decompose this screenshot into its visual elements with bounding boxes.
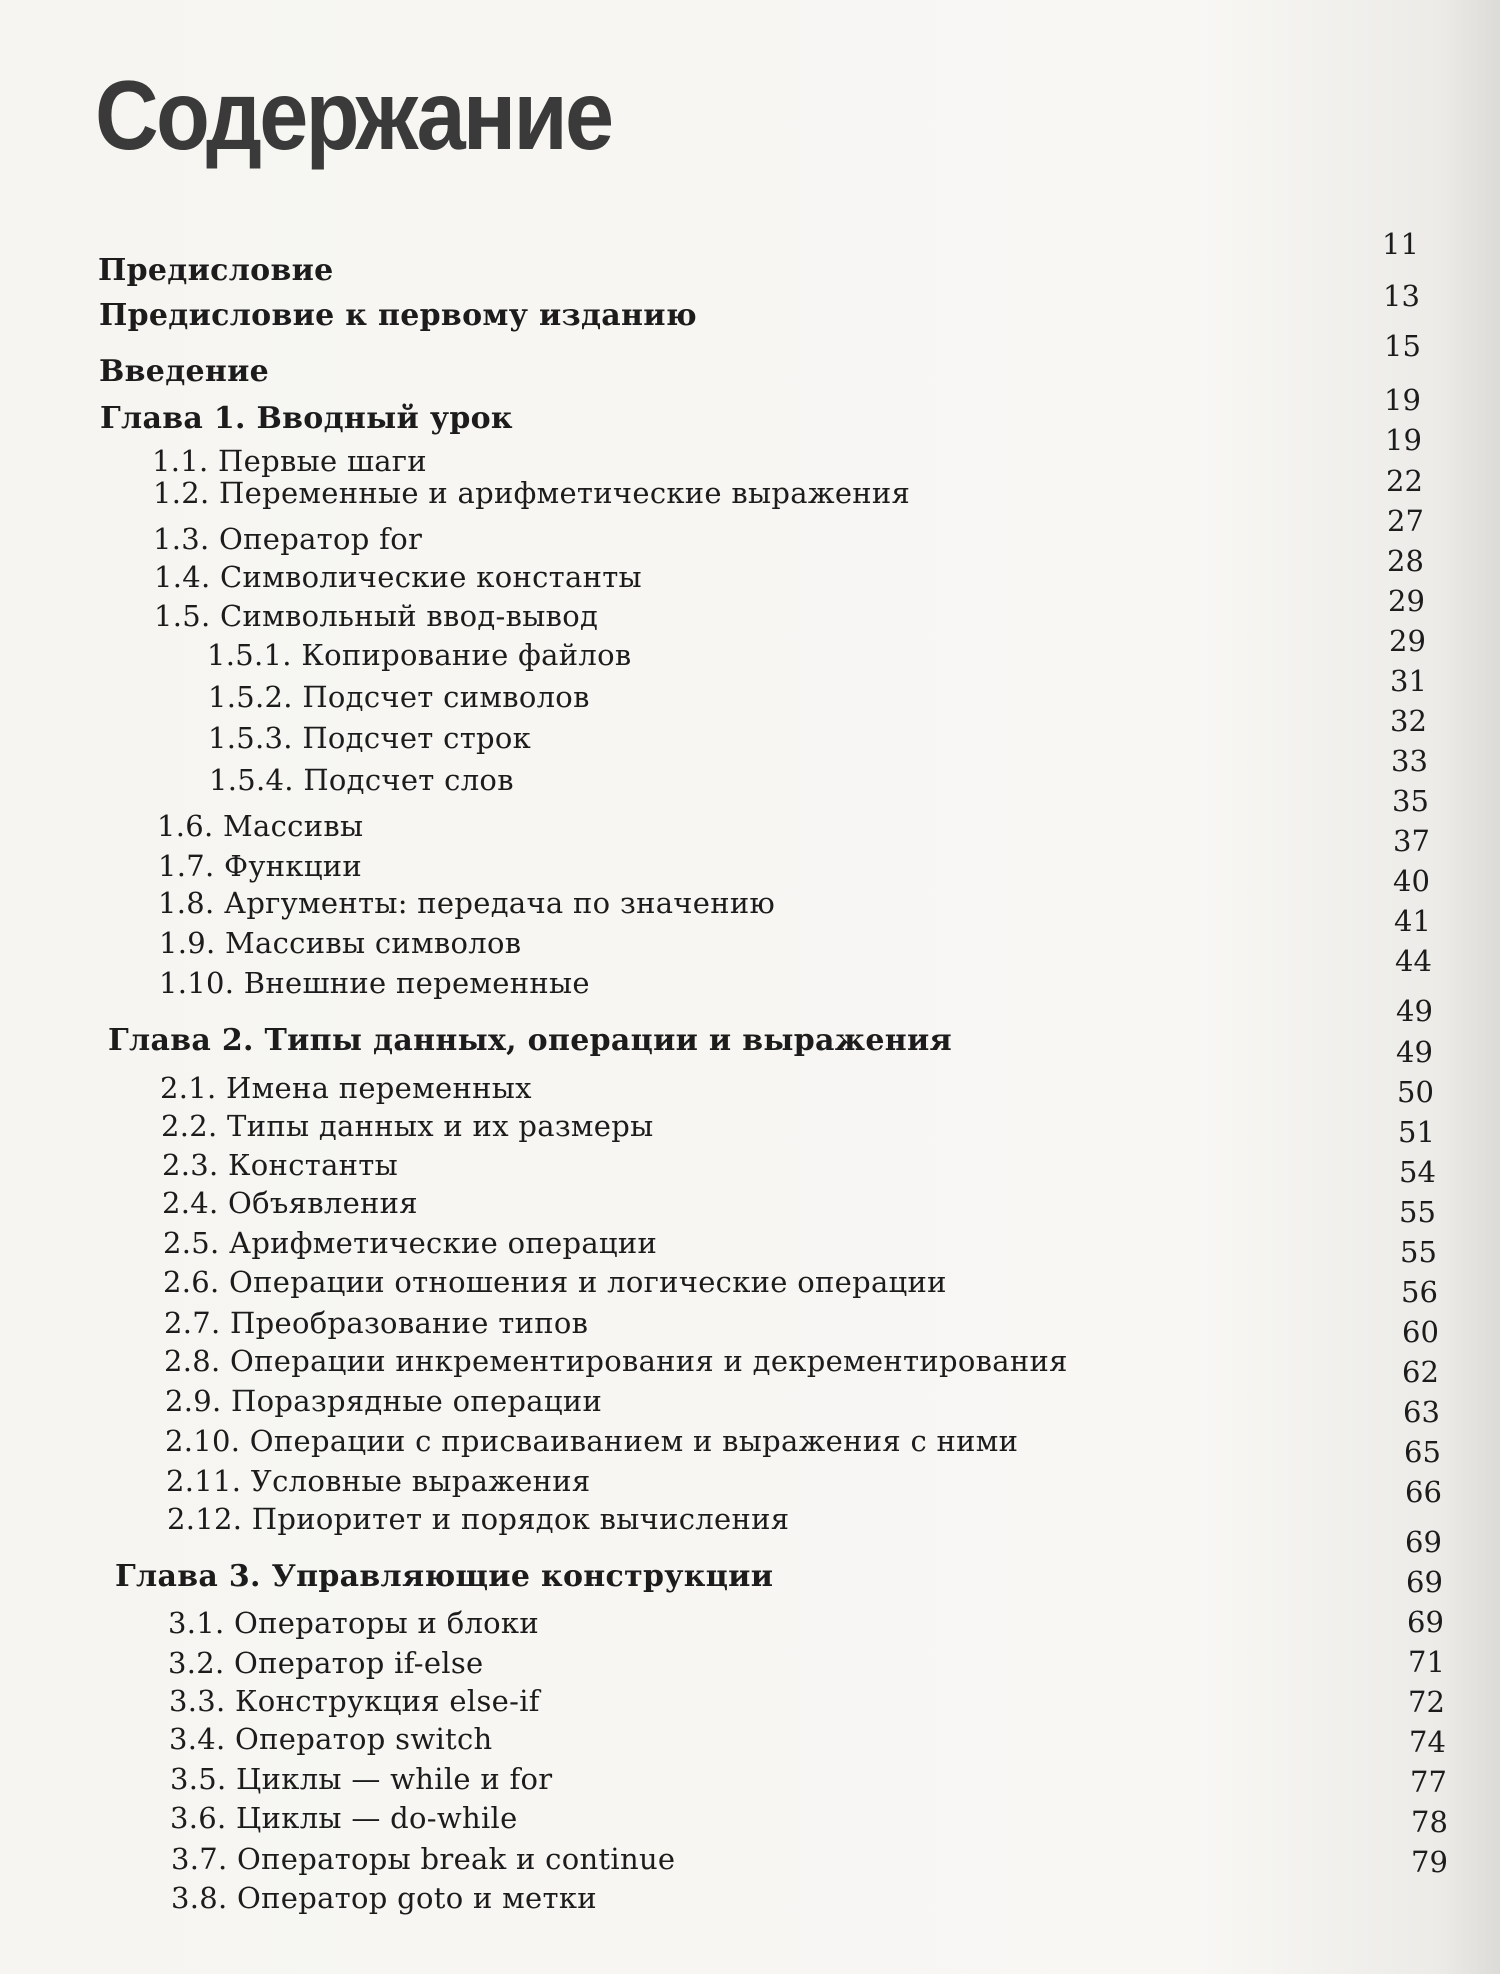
toc-section-entry: [208, 680, 590, 714]
toc-entry-label: 3.1. Операторы и блоки: [168, 1606, 539, 1640]
toc-chapter-entry: [99, 298, 697, 333]
toc-entry-label: 1.5. Символьный ввод-вывод: [154, 599, 599, 633]
toc-page-number: 15: [1384, 329, 1421, 363]
toc-page-number: 63: [1403, 1395, 1440, 1429]
toc-section-entry: [153, 522, 423, 556]
toc-page-number: 19: [1384, 383, 1421, 417]
toc-entry-label: Предисловие к первому изданию: [99, 298, 697, 333]
toc-page-number: 71: [1408, 1645, 1445, 1679]
toc-page-number: 66: [1405, 1475, 1442, 1509]
toc-entry-label: Предисловие: [98, 253, 334, 288]
toc-section-entry: [164, 1344, 1068, 1378]
toc-entry-label: 1.5.4. Подсчет слов: [209, 763, 514, 797]
toc-entry-label: 1.8. Аргументы: передача по значению: [158, 886, 776, 920]
toc-entry-label: 3.7. Операторы break и continue: [171, 1842, 676, 1876]
toc-page-number: 41: [1394, 904, 1431, 938]
toc-entry-label: Глава 1. Вводный урок: [100, 401, 513, 436]
toc-section-entry: [208, 721, 532, 755]
toc-page-number: 56: [1401, 1275, 1438, 1309]
toc-page-number: 35: [1392, 784, 1429, 818]
toc-entry-label: 3.8. Оператор goto и метки: [171, 1881, 597, 1915]
toc-page-number: 27: [1387, 504, 1424, 538]
toc-page-number: 11: [1382, 227, 1419, 261]
toc-section-entry: [165, 1384, 603, 1418]
toc-page-number: 65: [1404, 1435, 1441, 1469]
toc-section-entry: [154, 560, 642, 594]
toc-section-entry: [171, 1881, 597, 1915]
toc-section-entry: [163, 1226, 658, 1260]
toc-page-number: 31: [1390, 664, 1427, 698]
toc-chapter-entry: [98, 253, 334, 288]
toc-entry-label: Введение: [99, 354, 270, 389]
toc-page-number: 49: [1396, 1035, 1433, 1069]
toc-section-entry: [167, 1502, 790, 1536]
toc-page-number: 55: [1399, 1195, 1436, 1229]
toc-entry-label: 1.3. Оператор for: [153, 522, 423, 556]
toc-entry-label: 3.2. Оператор if-else: [168, 1646, 484, 1680]
toc-entry-label: 2.2. Типы данных и их размеры: [161, 1109, 654, 1143]
toc-entry-label: 2.5. Арифметические операции: [163, 1226, 658, 1260]
toc-page-number: 44: [1395, 944, 1432, 978]
toc-entry-label: 1.2. Переменные и арифметические выражения: [153, 476, 911, 510]
toc-section-entry: [171, 1842, 676, 1876]
toc-section-entry: [159, 966, 590, 1000]
toc-page-number: 37: [1393, 824, 1430, 858]
toc-page-number: 78: [1411, 1805, 1448, 1839]
toc-section-entry: [170, 1762, 553, 1796]
toc-section-entry: [207, 638, 632, 672]
toc-entry-label: 1.5.3. Подсчет строк: [208, 721, 532, 755]
toc-page-number: 32: [1390, 704, 1427, 738]
toc-page-number: 79: [1411, 1845, 1448, 1879]
toc-entry-label: 2.7. Преобразование типов: [164, 1306, 589, 1340]
toc-entry-label: 1.5.1. Копирование файлов: [207, 638, 632, 672]
toc-page-number: 69: [1406, 1565, 1443, 1599]
toc-entry-label: 3.3. Конструкция else-if: [169, 1684, 540, 1718]
toc-page-number: 29: [1389, 624, 1426, 658]
toc-section-entry: [165, 1424, 1019, 1458]
toc-entry-label: Глава 3. Управляющие конструкции: [115, 1559, 774, 1594]
toc-section-entry: [169, 1722, 493, 1756]
toc-section-entry: [158, 849, 363, 883]
toc-entry-label: 2.9. Поразрядные операции: [165, 1384, 603, 1418]
toc-section-entry: [161, 1109, 654, 1143]
toc-chapter-entry: [99, 354, 270, 389]
toc-page-number: 29: [1388, 584, 1425, 618]
toc-entry-label: 1.9. Массивы символов: [159, 926, 522, 960]
toc-chapter-entry: [115, 1559, 774, 1594]
toc-section-entry: [168, 1606, 539, 1640]
toc-section-entry: [152, 444, 427, 478]
toc-section-entry: [160, 1071, 532, 1105]
toc-page-number: 13: [1383, 279, 1420, 313]
toc-page-number: 54: [1399, 1155, 1436, 1189]
toc-entry-label: 3.4. Оператор switch: [169, 1722, 493, 1756]
toc-entry-label: 2.1. Имена переменных: [160, 1071, 532, 1105]
toc-entry-label: 2.10. Операции с присваиванием и выражения с ними: [165, 1424, 1019, 1458]
toc-section-entry: [170, 1801, 518, 1835]
toc-page-number: 49: [1396, 994, 1433, 1028]
toc-section-entry: [163, 1265, 947, 1299]
toc-entry-label: 1.6. Массивы: [157, 809, 364, 843]
toc-page-number: 69: [1407, 1605, 1444, 1639]
toc-page-number: 51: [1398, 1115, 1435, 1149]
toc-section-entry: [159, 926, 522, 960]
toc-page-number: 72: [1408, 1685, 1445, 1719]
toc-section-entry: [169, 1684, 540, 1718]
toc-page-number: 74: [1409, 1725, 1446, 1759]
toc-page-number: 19: [1385, 423, 1422, 457]
toc-page-number: 77: [1410, 1765, 1447, 1799]
toc-page-number: 22: [1386, 464, 1423, 498]
toc-entry-label: 2.6. Операции отношения и логические операции: [163, 1265, 947, 1299]
toc-entry-label: 2.3. Константы: [162, 1148, 399, 1182]
toc-section-entry: [162, 1148, 399, 1182]
toc-section-entry: [166, 1464, 591, 1498]
toc-entry-label: 2.8. Операции инкрементирования и декрементирования: [164, 1344, 1068, 1378]
toc-entry-label: 2.12. Приоритет и порядок вычисления: [167, 1502, 790, 1536]
toc-entry-label: 1.4. Символические константы: [154, 560, 642, 594]
toc-section-entry: [153, 476, 911, 510]
toc-page-number: 69: [1405, 1525, 1442, 1559]
toc-section-entry: [157, 809, 364, 843]
toc-section-entry: [164, 1306, 589, 1340]
toc-page-number: 28: [1387, 544, 1424, 578]
toc-section-entry: [158, 886, 776, 920]
toc-page-number: 40: [1393, 864, 1430, 898]
toc-page-number: 60: [1402, 1315, 1439, 1349]
toc-entry-label: 1.1. Первые шаги: [152, 444, 427, 478]
toc-section-entry: [162, 1186, 418, 1220]
toc-entry-label: 1.5.2. Подсчет символов: [208, 680, 590, 714]
toc-section-entry: [209, 763, 514, 797]
toc-chapter-entry: [108, 1023, 953, 1058]
toc-entry-label: 1.7. Функции: [158, 849, 363, 883]
toc-entry-label: 2.11. Условные выражения: [166, 1464, 591, 1498]
toc-page-number: 50: [1397, 1075, 1434, 1109]
toc-entry-label: 3.6. Циклы — do-while: [170, 1801, 518, 1835]
toc-entry-label: Глава 2. Типы данных, операции и выражения: [108, 1023, 953, 1058]
toc-page-number: 55: [1400, 1235, 1437, 1269]
page-title: Содержание: [95, 60, 612, 170]
toc-page-number: 33: [1391, 744, 1428, 778]
toc-entry-label: 1.10. Внешние переменные: [159, 966, 590, 1000]
toc-entry-label: 3.5. Циклы — while и for: [170, 1762, 553, 1796]
toc-page-number: 62: [1402, 1355, 1439, 1389]
toc-section-entry: [154, 599, 599, 633]
toc-section-entry: [168, 1646, 484, 1680]
toc-chapter-entry: [100, 401, 513, 436]
toc-entry-label: 2.4. Объявления: [162, 1186, 418, 1220]
